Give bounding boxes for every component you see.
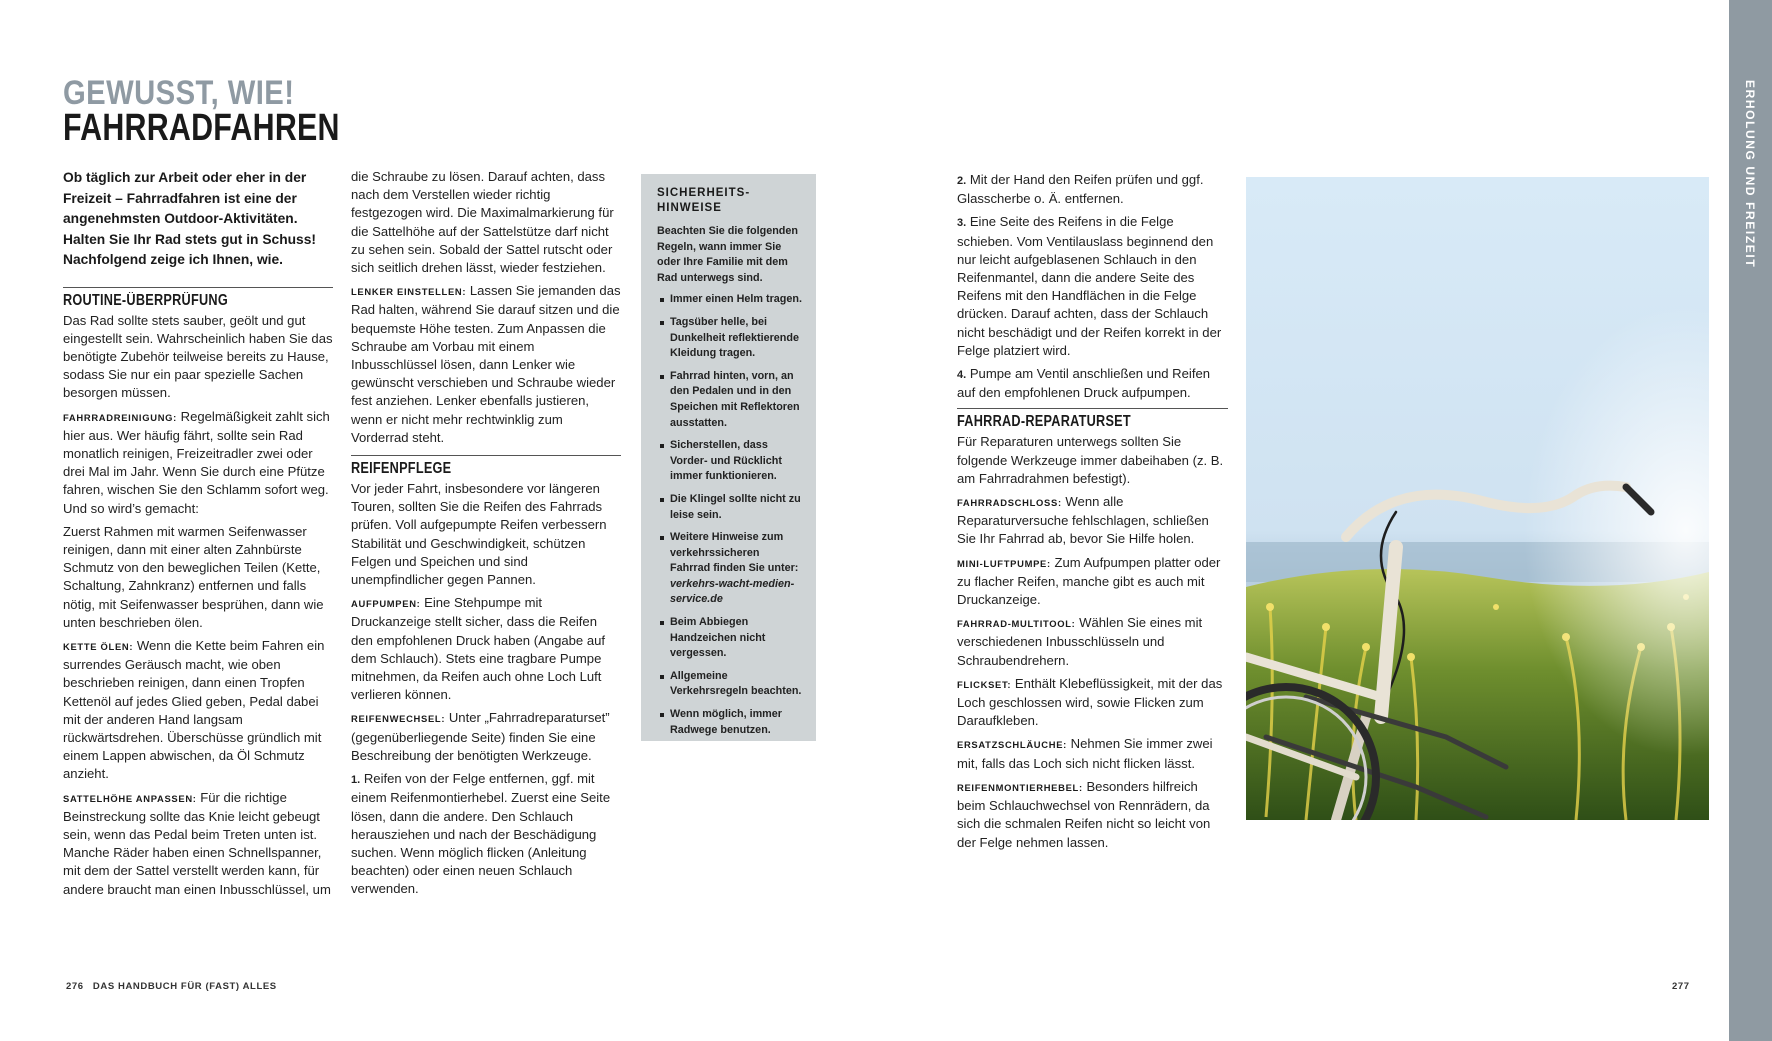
term-text: Unter „Fahrradreparaturset” (gegenüberliegende Seite) finden Sie eine Beschreibung der benötigten Werkzeuge.: [351, 710, 610, 763]
list-item: Allgemeine Verkehrsregeln beachten.: [657, 669, 802, 700]
step-text: Eine Seite des Reifens in die Felge schieben. Vom Ventilauslass beginnend den nur leicht aufgeblasenen Schlauch in den Reifenmantel, dann die andere Seite des Reifens mit den Handflächen in die Felge drücken. Darauf achten, dass der Schlauch nicht beschädigt und der Reifen korrekt in der Felge platziert wird.: [957, 214, 1222, 358]
paragraph: Zuerst Rahmen mit warmen Seifenwasser reinigen, dann mit einer alten Zahnbürste Schmutz von den beweglichen Teilen (Kette, Schaltung, Zahnkranz) entfernen und falls nötig, mit Seifenwasser besprühen, dann wie unten beschrieben ölen.: [63, 523, 324, 630]
paragraph: Für Reparaturen unterwegs sollten Sie folgende Werkzeuge immer dabeihaben (z. B. am Fahrradrahmen befestigt).: [957, 434, 1224, 486]
safety-box: [641, 174, 816, 741]
term-label: FAHRRADSCHLOSS:: [957, 497, 1062, 509]
list-item: Tagsüber helle, bei Dunkelheit reflektierende Kleidung tragen.: [657, 315, 802, 362]
paragraph: [351, 282, 621, 447]
paragraph: [957, 614, 1228, 670]
column-1: [63, 168, 333, 904]
chapter-sidebar: [1729, 0, 1772, 1041]
term-label: FLICKSET:: [957, 678, 1012, 690]
step-3: [957, 213, 1228, 360]
list-item: Sicherstellen, dass Vorder- und Rücklicht immer funktionieren.: [657, 438, 802, 485]
step-number: 3.: [957, 217, 967, 230]
list-item: Beim Abbiegen Handzeichen nicht vergessen.: [657, 615, 802, 662]
paragraph: [957, 778, 1228, 852]
paragraph: [957, 554, 1228, 610]
term-text: Enthält Klebeflüssigkeit, mit der das Loch geschlossen wird, sowie Flicken zum Daraufkleben.: [957, 675, 1223, 729]
term-label: MINI-LUFTPUMPE:: [957, 557, 1051, 569]
page-number: 276: [66, 981, 84, 992]
term-text: Regelmäßigkeit zahlt sich hier aus. Wer häufig fährt, sollte sein Rad monatlich reinigen, Freizeitradler zwei oder drei Mal im Jahr. Wenn Sie durch eine Pfütze fahren, wischen Sie den Schlamm sofort weg. Und so wird’s gemacht:: [63, 408, 330, 516]
term-text: Zum Aufpumpen platter oder zu flacher Reifen, manche gibt es auch mit Druckanzeige.: [957, 554, 1221, 608]
list-item: Immer einen Helm tragen.: [657, 292, 802, 308]
term-label: KETTE ÖLEN:: [63, 640, 134, 652]
divider: [957, 408, 1228, 409]
term-label: REIFENMONTIERHEBEL:: [957, 781, 1083, 793]
term-text: Wenn die Kette beim Fahren ein surrendes Geräusch macht, wie oben beschrieben reinigen, dann einen Tropfen Kettenöl auf jedes Glied geben, Pedal dabei mit der anderen Hand langsam rückwärtsdrehen. Überschüsse gründlich mit einem Lappen abwischen, da Öl Schmutz anzieht.: [63, 637, 325, 782]
hint-text: Weitere Hinweise zum verkehrssicheren Fahrrad finden Sie unter:: [670, 531, 799, 575]
list-item: Wenn möglich, immer Radwege benutzen.: [657, 707, 802, 738]
term-text: Lassen Sie jemanden das Rad halten, während Sie darauf sitzen und die bequemste Höhe testen. Zum Anpassen die Schraube am Vorbau mit einem Inbusschlüssel lösen, dann Lenker wie gewünscht verschieben und Schraube wieder fest anziehen. Lenker ebenfalls justieren, wenn er nicht mehr rechtwinklig zum Vorderrad steht.: [351, 283, 621, 445]
bicycle-illustration: [1246, 177, 1709, 820]
term-label: FAHRRADREINIGUNG:: [63, 411, 177, 423]
paragraph: [63, 408, 333, 518]
paragraph: Das Rad sollte stets sauber, geölt und gut eingestellt sein. Wahrscheinlich haben Sie das benötigte Zubehör teilweise bereits zu Hause, sodass Sie nur ein paar spezielle Sachen besorgen müssen.: [63, 312, 333, 401]
divider: [351, 455, 621, 456]
step-4: [957, 365, 1228, 402]
page-title: FAHRRADFAHREN: [63, 107, 340, 149]
paragraph: [957, 675, 1228, 731]
bicycle-photo: [1246, 177, 1709, 820]
heading-reifenpflege: REIFENPFLEGE: [351, 460, 452, 478]
chapter-label: ERHOLUNG UND FREIZEIT: [1743, 80, 1757, 269]
column-3: [957, 171, 1228, 857]
paragraph: [957, 735, 1228, 772]
term-label: REIFENWECHSEL:: [351, 713, 446, 725]
term-label: SATTELHÖHE ANPASSEN:: [63, 792, 197, 804]
step-2: [957, 171, 1228, 208]
term-label: ERSATZSCHLÄUCHE:: [957, 739, 1067, 751]
heading-line: HINWEISE: [657, 202, 722, 214]
list-item: Fahrrad hinten, vorn, an den Pedalen und in den Speichen mit Reflektoren ausstatten.: [657, 369, 802, 431]
term-text: Wählen Sie eines mit verschiedenen Inbusschlüsseln und Schraubendrehern.: [957, 615, 1203, 668]
paragraph: [63, 789, 333, 899]
heading-reparaturset: FAHRRAD-REPARATURSET: [957, 413, 1131, 431]
book-title: DAS HANDBUCH FÜR (FAST) ALLES: [92, 981, 277, 992]
safety-box-heading: [657, 186, 802, 216]
safety-box-intro: Beachten Sie die folgenden Regeln, wann immer Sie oder Ihre Familie mit dem Rad unterwegs sind.: [657, 225, 798, 284]
step-text: Reifen von der Felge entfernen, ggf. mit einem Reifenmontierhebel. Zuerst eine Seite lösen, dann die andere. Den Schlauch herausziehen und nach der Beschädigung suchen. Wenn möglich flicken (Anleitung beachten) oder einen neuen Schlauch verwenden.: [351, 771, 611, 897]
safety-list: [657, 292, 802, 738]
paragraph: die Schraube zu lösen. Darauf achten, dass nach dem Verstellen wieder richtig festgezogen wird. Die Maximalmarkierung für die Sattelhöhe auf der Sattelstütze darf nicht zu sehen sein. Sobald der Sattel rutscht oder sich seitlich drehen lässt, wieder festziehen.: [351, 169, 614, 276]
step-number: 2.: [957, 175, 967, 187]
step-number: 1.: [351, 774, 361, 787]
term-text: Wenn alle Reparaturversuche fehlschlagen, schließen Sie Ihr Fahrrad ab, bevor Sie Hilfe holen.: [957, 494, 1209, 547]
footer-left: [66, 981, 277, 992]
term-label: AUFPUMPEN:: [351, 598, 421, 610]
paragraph: [957, 493, 1228, 549]
paragraph: [351, 594, 621, 704]
step-number: 4.: [957, 369, 967, 382]
paragraph: [351, 709, 621, 765]
paragraph: Vor jeder Fahrt, insbesondere vor längeren Touren, sollten Sie die Reifen des Fahrrads prüfen. Voll aufgepumpte Reifen verbessern Stabilität und Geschwindigkeit, schützen Felgen und Speichen und sind unempfindlicher gegen Pannen.: [351, 481, 607, 588]
step-text: Pumpe am Ventil anschließen und Reifen auf den empfohlenen Druck aufpumpen.: [957, 366, 1211, 401]
list-item: [657, 530, 802, 608]
list-item: Die Klingel sollte nicht zu leise sein.: [657, 492, 802, 523]
term-text: Besonders hilfreich beim Schlauchwechsel von Rennrädern, da sich die schmalen Reifen nicht so leicht von der Felge nehmen lassen.: [957, 778, 1211, 850]
term-text: Nehmen Sie immer zwei mit, falls das Loch sich nicht flicken lässt.: [957, 736, 1213, 771]
section-kicker: GEWUSST, WIE!: [63, 74, 295, 112]
column-2: [351, 168, 621, 904]
term-label: LENKER EINSTELLEN:: [351, 286, 467, 298]
hint-link[interactable]: verkehrs-wacht-medien-service.de: [670, 577, 795, 606]
step-1: [351, 770, 621, 898]
step-text: Mit der Hand den Reifen prüfen und ggf. Glasscherbe o. Ä. entfernen.: [957, 172, 1204, 207]
term-label: FAHRRAD-MULTITOOL:: [957, 618, 1076, 630]
divider: [63, 287, 333, 288]
heading-line: SICHERHEITS-: [657, 187, 751, 199]
page-number: 277: [1672, 981, 1690, 992]
intro-text: Ob täglich zur Arbeit oder eher in der Freizeit – Fahrradfahren ist eine der angenehmsten Outdoor-Aktivitäten. Halten Sie Ihr Rad stets gut in Schuss! Nachfolgend zeige ich Ihnen, wie.: [63, 170, 316, 267]
heading-routine: ROUTINE-ÜBERPRÜFUNG: [63, 291, 228, 309]
paragraph: [63, 637, 333, 784]
term-text: Für die richtige Beinstreckung sollte das Knie leicht gebeugt sein, wenn das Pedal beim Treten unten ist. Manche Räder haben einen Schnellspanner, mit dem der Sattel verstellt werden kann, für andere braucht man einen Inbusschlüssel, um: [63, 789, 331, 897]
term-text: Eine Stehpumpe mit Druckanzeige stellt sicher, dass die Reifen den empfohlenen Druck haben (Angabe auf dem Schlauch). Stets eine tragbare Pumpe mitnehmen, da Reifen auch ohne Loch Luft verlieren können.: [351, 595, 606, 703]
